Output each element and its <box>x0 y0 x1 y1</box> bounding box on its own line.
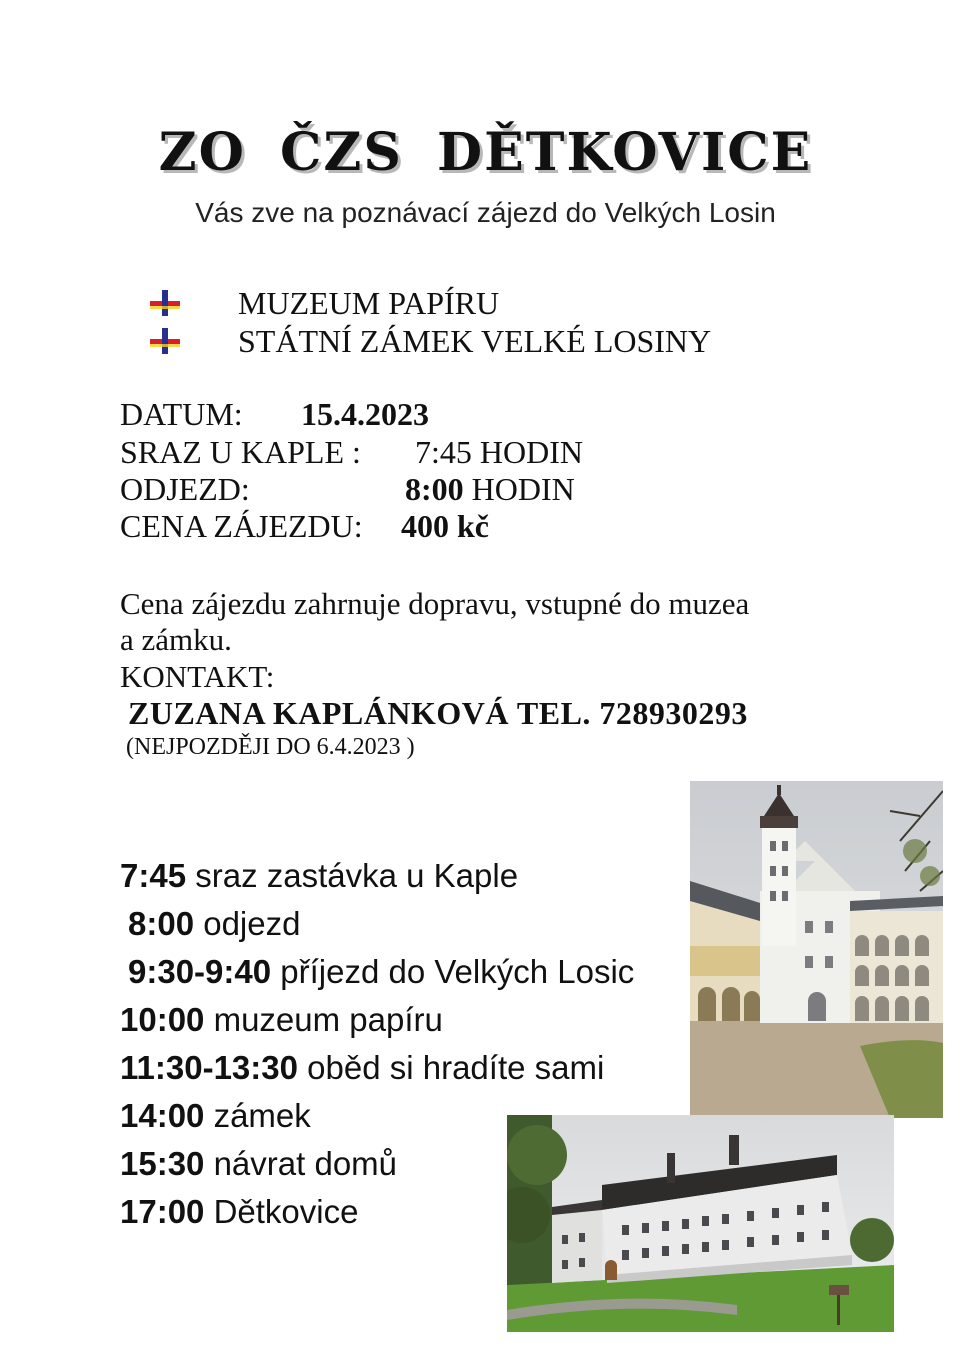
destination-label: MUZEUM PAPÍRU <box>238 284 500 321</box>
schedule-time: 10:00 <box>120 1001 205 1038</box>
cross-bullet-icon <box>148 326 188 356</box>
castle-photo <box>690 781 943 1118</box>
schedule-time: 9:30-9:40 <box>128 953 272 990</box>
price-includes-line: a zámku. <box>120 622 232 657</box>
schedule-time: 8:00 <box>128 905 195 942</box>
destination-item <box>148 284 499 322</box>
date-value: 15.4.2023 <box>301 396 429 432</box>
depart-unit: HODIN <box>471 471 575 507</box>
schedule-time: 17:00 <box>120 1193 205 1230</box>
price-value: 400 kč <box>401 508 489 544</box>
schedule-time: 11:30-13:30 <box>120 1049 298 1086</box>
page-title: ZO ČZS DĚTKOVICE <box>158 122 813 183</box>
depart-time: 8:00 <box>405 471 464 507</box>
depart-row <box>120 471 575 509</box>
schedule-text: muzeum papíru <box>204 1001 443 1038</box>
price-label: CENA ZÁJEZDU: <box>120 508 363 544</box>
schedule-item <box>120 1097 311 1135</box>
schedule-text: Dětkovice <box>204 1193 359 1230</box>
meet-value: 7:45 HODIN <box>415 434 583 470</box>
date-label: DATUM: <box>120 396 243 432</box>
schedule-item <box>128 905 300 943</box>
registration-deadline: (NEJPOZDĚJI DO 6.4.2023 ) <box>126 734 415 760</box>
contact-label: KONTAKT: <box>120 659 275 694</box>
schedule-text: příjezd do Velkých Losic <box>271 953 635 990</box>
schedule-text: sraz zastávka u Kaple <box>186 857 519 894</box>
price-row <box>120 508 489 546</box>
contact-name-phone: ZUZANA KAPLÁNKOVÁ TEL. 728930293 <box>128 695 748 731</box>
schedule-time: 14:00 <box>120 1097 205 1134</box>
meet-row <box>120 434 583 472</box>
schedule-item <box>120 1001 443 1039</box>
paper-mill-photo <box>507 1115 894 1332</box>
schedule-text: odjezd <box>194 905 301 942</box>
schedule-text: oběd si hradíte sami <box>297 1049 605 1086</box>
cross-bullet-icon <box>148 288 188 318</box>
destination-label: STÁTNÍ ZÁMEK VELKÉ LOSINY <box>238 322 712 359</box>
date-row <box>120 396 429 434</box>
schedule-time: 15:30 <box>120 1145 205 1182</box>
schedule-item <box>120 1145 397 1183</box>
destination-item <box>148 322 711 360</box>
schedule-item <box>128 953 634 991</box>
schedule-time: 7:45 <box>120 857 187 894</box>
depart-label: ODJEZD: <box>120 471 250 507</box>
schedule-text: návrat domů <box>204 1145 398 1182</box>
meet-label: SRAZ U KAPLE : <box>120 434 361 470</box>
price-includes-line: Cena zájezdu zahrnuje dopravu, vstupné do muzea <box>120 586 750 621</box>
schedule-item <box>120 1049 604 1087</box>
page-subtitle: Vás zve na poznávací zájezd do Velkých Losin <box>195 197 776 228</box>
schedule-text: zámek <box>204 1097 311 1134</box>
schedule-item <box>120 857 518 895</box>
schedule-item <box>120 1193 358 1231</box>
